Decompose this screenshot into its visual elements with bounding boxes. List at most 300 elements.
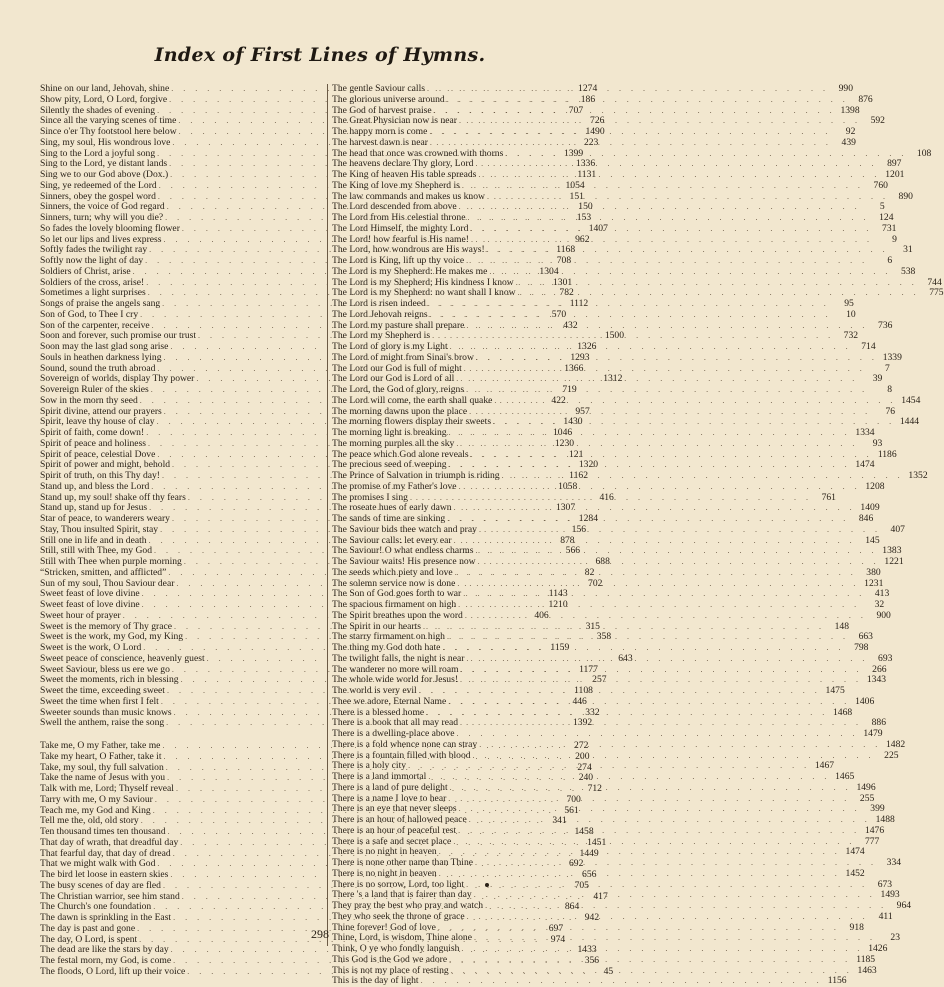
- hymn-number: 1343: [866, 674, 887, 686]
- hymn-number: 45: [603, 965, 614, 977]
- first-line-text: Soon may the last glad song arise: [40, 341, 169, 352]
- hymn-number: 1301: [553, 276, 573, 288]
- first-line-text: Sweet the time when first I felt: [40, 695, 159, 707]
- first-line-text: Son of the carpenter, receive: [40, 319, 150, 331]
- hymn-number: 561: [564, 804, 579, 816]
- first-line-text: There is a dwelling-place above: [332, 728, 455, 739]
- first-line-text: This is the day of light: [332, 975, 419, 987]
- leader-dots: [464, 880, 868, 891]
- leader-dots: [477, 525, 881, 536]
- first-line-text: Sweeter sounds than music knows: [40, 706, 172, 718]
- hymn-number: 1409: [860, 502, 880, 514]
- leader-dots: [458, 675, 862, 686]
- index-entry: [332, 953, 876, 966]
- first-line-text: Spirit, leave thy house of clay: [40, 416, 155, 428]
- hymn-number: 76: [885, 405, 896, 417]
- hymn-number: 1112: [569, 298, 589, 309]
- first-line-text: The wanderer no more will roam: [332, 663, 459, 675]
- hymn-number: 356: [584, 955, 600, 966]
- hymn-number: 775: [929, 287, 944, 299]
- hymn-number: 1284: [578, 513, 598, 524]
- hymn-number: 1304: [539, 265, 559, 277]
- first-line-text: There is a blessed home: [332, 706, 425, 718]
- first-line-text: Spirit of faith, come down!: [40, 427, 145, 438]
- hymn-number: 942: [584, 912, 600, 923]
- hymn-number: 886: [871, 717, 887, 729]
- first-line-text: Shine on our land, Jehovah, shine: [40, 83, 170, 94]
- hymn-number: 1131: [577, 169, 597, 180]
- hymn-number: 1307: [555, 502, 576, 514]
- first-line-text: Sweet is the work, my God, my King: [40, 631, 184, 643]
- first-line-text: Sing, ye redeemed of the Lord: [40, 179, 157, 191]
- hymn-number: 1054: [565, 179, 585, 191]
- first-line-text: The bird let loose in eastern skies: [40, 869, 169, 880]
- first-line-text: They who seek the throne of grace: [332, 910, 465, 922]
- hymn-number: 93: [872, 437, 883, 449]
- hymn-number: 406: [534, 609, 549, 621]
- first-line-text: This God is the God we adore: [332, 953, 448, 965]
- first-line-text: Star of peace, to wanderers weary: [40, 513, 170, 524]
- hymn-number: 1496: [856, 781, 876, 793]
- hymn-number: 150: [578, 201, 593, 213]
- hymn-number: 782: [559, 287, 574, 299]
- hymn-number: 732: [843, 330, 859, 342]
- first-line-text: Teach me, my God and King: [40, 804, 151, 816]
- hymn-number: 1406: [855, 695, 875, 707]
- first-line-text: Spirit of truth, on this Thy day!: [40, 470, 161, 481]
- hymn-number: 9: [892, 233, 897, 245]
- hymn-number: 1454: [901, 394, 921, 406]
- first-line-text: The Lord Himself, the mighty Lord: [332, 222, 469, 234]
- first-line-text: Sinners, obey the gospel word: [40, 190, 156, 202]
- leader-dots: [449, 966, 853, 977]
- first-line-text: Soldiers of the cross, arise!: [40, 276, 145, 288]
- hymn-number: 1451: [587, 836, 607, 848]
- hymn-number: 108: [916, 147, 932, 159]
- hymn-number: 145: [865, 534, 880, 546]
- hymn-number: 693: [878, 652, 893, 664]
- hymn-number: 744: [927, 276, 942, 288]
- leader-dots: [428, 310, 832, 321]
- first-line-text: This is not my place of resting: [332, 964, 449, 976]
- leader-dots: [516, 288, 920, 299]
- hymn-number: 1326: [577, 341, 597, 352]
- hymn-number: 1399: [563, 147, 584, 159]
- leader-dots: [446, 794, 850, 805]
- first-line-text: There is no night in heaven: [332, 867, 437, 879]
- hymn-number: 702: [588, 577, 603, 589]
- hymn-number: 315: [585, 620, 600, 632]
- first-line-text: There is none other name than Thine: [332, 857, 474, 868]
- hymn-number: 1366: [564, 362, 584, 374]
- first-line-text: They pray the best who pray and watch: [332, 900, 484, 911]
- first-line-text: Spirit of peace and holiness: [40, 437, 147, 449]
- first-line-text: The twilight falls, the night is near: [332, 652, 465, 664]
- first-line-text: Sinners, turn; why will you die?: [40, 212, 164, 223]
- hymn-number: 708: [556, 255, 572, 266]
- first-line-text: That day of wrath, that dreadful day: [40, 836, 179, 848]
- hymn-number: 714: [861, 341, 876, 352]
- hymn-number: 1430: [563, 416, 583, 428]
- first-line-text: Swell the anthem, raise the song: [40, 717, 165, 729]
- hymn-number: 1493: [880, 889, 900, 901]
- leader-dots: [459, 665, 863, 676]
- first-line-text: There is a fountain filled with blood: [332, 749, 471, 761]
- first-line-text: There is a land of pure delight: [332, 781, 448, 793]
- first-line-text: Soon and forever, such promise our trust: [40, 330, 197, 342]
- first-line-text: The day is past and gone: [40, 922, 136, 934]
- first-line-text: Think, O ye who fondly languish: [332, 943, 460, 954]
- first-line-text: Stand up, and bless the Lord: [40, 480, 150, 492]
- hymn-number: 990: [838, 83, 853, 94]
- first-line-text: The Lord will come, the earth shall quake: [332, 394, 493, 406]
- first-line-text: So let our lips and lives express: [40, 233, 162, 245]
- hymn-number: 1475: [825, 685, 845, 696]
- first-line-text: So fades the lovely blooming flower: [40, 222, 180, 234]
- hymn-number: 1488: [875, 814, 895, 825]
- hymn-number: 1468: [833, 706, 853, 718]
- hymn-number: 1467: [814, 760, 835, 772]
- first-line-text: There is no night in heaven: [332, 846, 437, 858]
- hymn-number: 5: [879, 201, 885, 213]
- hymn-number: 257: [592, 674, 607, 686]
- first-line-text: The floods, O Lord, lift up their voice: [40, 965, 186, 977]
- first-line-text: The Lord of might from Sinai's brow: [332, 351, 474, 363]
- hymn-number: 432: [563, 319, 578, 331]
- first-line-text: Sing to the Lord a joyful song: [40, 147, 156, 159]
- leader-dots: [432, 106, 836, 117]
- first-line-text: There 's a land that is fairer than day: [332, 889, 472, 901]
- first-line-text: The busy scenes of day are fled: [40, 879, 161, 891]
- hymn-number: 1185: [856, 953, 876, 965]
- hymn-number: 341: [552, 815, 567, 827]
- leader-dots: [452, 536, 856, 547]
- first-line-text: The promise of my Father's love: [332, 480, 457, 492]
- hymn-number: 422: [551, 394, 566, 406]
- index-entry: [332, 781, 876, 794]
- hymn-number: 1221: [884, 556, 904, 567]
- hymn-number: 656: [582, 869, 597, 880]
- index-entry: [332, 136, 856, 149]
- hymn-number: 964: [896, 900, 912, 911]
- index-entry: [332, 975, 847, 987]
- hymn-number: 82: [584, 566, 595, 578]
- first-line-text: Sing, my soul, His wondrous love: [40, 136, 171, 148]
- hymn-number: 697: [548, 922, 564, 934]
- leader-dots: [456, 826, 860, 837]
- first-line-text: The Son of God goes forth to war: [332, 588, 462, 600]
- hymn-number: 10: [846, 308, 856, 320]
- hymn-number: 23: [890, 932, 900, 944]
- first-line-text: The King of heaven His table spreads: [332, 169, 477, 180]
- first-line-text: Spirit divine, attend our prayers: [40, 405, 162, 417]
- first-line-text: The head that once was crowned with thorns: [332, 147, 504, 159]
- hymn-number: 864: [564, 901, 580, 913]
- first-line-text: There is a safe and secret place: [332, 835, 452, 847]
- hymn-number: 712: [587, 783, 602, 794]
- leader-dots: [448, 783, 852, 794]
- first-line-text: The roseate hues of early dawn: [332, 502, 452, 514]
- hymn-number: 957: [575, 405, 590, 417]
- hymn-number: 566: [565, 545, 581, 557]
- index-entry: [332, 566, 881, 579]
- hymn-number: 1336: [575, 158, 596, 170]
- hymn-number: 39: [872, 373, 883, 385]
- first-line-text: The Saviour waits! His presence now: [332, 556, 476, 567]
- first-line-text: Sovereign of worlds, display Thy power: [40, 373, 195, 385]
- hymn-number: 1449: [579, 847, 599, 859]
- leader-dots: [463, 611, 867, 622]
- hymn-number: 255: [859, 792, 875, 804]
- first-line-text: Thine, Lord, is wisdom, Thine alone: [332, 932, 472, 944]
- hymn-number: 1168: [556, 244, 576, 256]
- first-line-text: The glorious universe around: [332, 93, 445, 105]
- first-line-text: There is a land immortal: [332, 771, 427, 782]
- index-entry: [332, 824, 885, 837]
- leader-dots: [428, 138, 832, 149]
- leader-dots: [460, 181, 864, 192]
- first-line-text: The world is very evil: [332, 685, 417, 696]
- index-entry: [332, 867, 865, 880]
- leader-dots: [455, 729, 859, 740]
- leader-dots: [464, 654, 868, 665]
- first-line-text: The Lord, how wondrous are His ways!: [332, 244, 485, 256]
- leader-dots: [447, 955, 851, 966]
- index-entry: [332, 480, 885, 493]
- hymn-number: 7: [884, 362, 890, 374]
- first-line-text: Take my heart, O Father, take it: [40, 750, 162, 762]
- hymn-number: 876: [858, 93, 873, 105]
- hymn-number: 1320: [578, 459, 599, 471]
- first-line-text: Sweet is the work, O Lord: [40, 642, 142, 653]
- first-line-text: Spirit of power and might, behold: [40, 459, 171, 471]
- leader-dots: [455, 579, 859, 590]
- first-line-text: The King of love my Shepherd is: [332, 179, 460, 191]
- hymn-number: 156: [571, 523, 587, 535]
- leader-dots: [425, 84, 829, 95]
- hymn-number: 688: [595, 556, 610, 567]
- page-number: 298: [311, 927, 329, 941]
- hymn-number: 1293: [570, 351, 590, 363]
- first-line-text: There is an eye that never sleeps: [332, 803, 457, 815]
- first-line-text: Sweet the moments, rich in blessing: [40, 674, 179, 686]
- first-line-text: The day, O Lord, is spent: [40, 933, 138, 945]
- first-line-text: Sun of my soul, Thou Saviour dear: [40, 577, 175, 589]
- leader-dots: [437, 869, 841, 880]
- first-line-text: The morning purples all the sky: [332, 437, 455, 449]
- index-entry: [332, 308, 856, 321]
- first-line-text: There is a book that all may read: [332, 717, 459, 729]
- hymn-number: 1231: [864, 577, 884, 589]
- leader-dots: [445, 95, 849, 106]
- first-line-text: The Spirit in our hearts: [332, 620, 421, 632]
- leader-dots: [503, 149, 907, 160]
- leader-dots: [487, 267, 891, 278]
- first-line-text: The Lord my pasture shall prepare: [332, 319, 465, 331]
- hymn-number: 411: [878, 910, 893, 922]
- first-line-text: The thing my God doth hate: [332, 642, 441, 653]
- first-line-text: The Lord descended from above: [332, 201, 457, 213]
- first-line-text: Softly fades the twilight ray: [40, 244, 148, 256]
- first-line-text: The Lord our God is Lord of all: [332, 373, 455, 385]
- hymn-number: 974: [550, 933, 566, 945]
- hymn-number: 1159: [550, 642, 570, 653]
- leader-dots: [459, 944, 863, 955]
- hymn-number: 538: [900, 265, 916, 277]
- first-line-text: There is an hour of hallowed peace: [332, 814, 467, 825]
- hymn-number: 777: [864, 835, 880, 847]
- hymn-number: 1186: [877, 448, 897, 460]
- first-line-text: There is no sorrow, Lord, too light: [332, 878, 465, 890]
- hymn-number: 1474: [855, 459, 875, 471]
- leader-dots: [445, 514, 849, 525]
- hymn-number: 1433: [577, 944, 597, 956]
- hymn-number: 1201: [885, 169, 905, 180]
- hymn-number: 707: [568, 104, 584, 116]
- first-line-text: The God of harvest praise: [332, 104, 432, 116]
- first-line-text: The Prince of Salvation in triumph is riding: [332, 470, 500, 481]
- hymn-number: 570: [551, 308, 567, 320]
- first-line-text: The morning dawns upon the place: [332, 405, 468, 417]
- first-line-text: The sands of time are sinking: [332, 513, 446, 524]
- first-line-text: The Lord our God is full of might: [332, 362, 462, 374]
- hymn-number: 121: [568, 448, 584, 460]
- leader-dots: [417, 686, 821, 697]
- first-line-text: There is a name I love to hear: [332, 792, 447, 804]
- leader-dots: [485, 192, 889, 203]
- first-line-text: Sing to the Lord, ye distant lands: [40, 158, 168, 170]
- first-line-text: Spirit of peace, celestial Dove: [40, 448, 156, 460]
- hymn-number: 358: [596, 631, 612, 643]
- page-title: Index of First Lines of Hymns.: [154, 44, 486, 66]
- first-line-text: Sweet peace of conscience, heavenly guest: [40, 652, 205, 664]
- hymn-number: 1339: [882, 351, 902, 363]
- hymn-number: 1383: [882, 545, 902, 557]
- hymn-number: 1208: [865, 480, 885, 492]
- column-divider: [327, 84, 328, 946]
- first-line-text: The Spirit breathes upon the word: [332, 609, 463, 621]
- hymn-number: 31: [903, 244, 913, 256]
- leader-dots: [426, 299, 830, 310]
- first-line-text: The Saviour! O what endless charms: [332, 545, 474, 557]
- leader-dots: [464, 385, 868, 396]
- first-line-text: Tell me the, old, old story: [40, 815, 139, 827]
- leader-dots: [483, 901, 887, 912]
- hymn-number: 1058: [558, 480, 578, 492]
- first-line-text: Sound, sound the truth abroad: [40, 362, 156, 374]
- first-line-text: Take me, O my Father, take me: [40, 740, 161, 751]
- index-entry: [332, 351, 902, 364]
- ink-dot: [485, 883, 489, 887]
- leader-dots: [406, 761, 810, 772]
- leader-dots: [456, 600, 860, 611]
- first-line-text: Stand up, my soul! shake off thy fears: [40, 491, 186, 503]
- hymn-number: 673: [877, 878, 893, 890]
- first-line-text: The Lord of glory is my Light: [332, 341, 448, 352]
- leader-dots: [445, 632, 849, 643]
- leader-dots: [473, 858, 877, 869]
- index-entry: [332, 523, 905, 536]
- hymn-number: 726: [590, 115, 605, 127]
- first-line-text: Sweet hour of prayer: [40, 609, 121, 621]
- first-line-text: Sweet the time, exceeding sweet: [40, 685, 165, 696]
- hymn-number: 897: [887, 158, 902, 170]
- hymn-number: 918: [849, 921, 864, 933]
- leader-dots: [437, 847, 841, 858]
- leader-dots: [427, 127, 831, 138]
- leader-dots: [465, 912, 869, 923]
- first-line-text: The heavens declare Thy glory, Lord: [332, 158, 474, 170]
- first-line-text: Sometimes a light surprises: [40, 287, 146, 299]
- hymn-number: 798: [854, 642, 869, 653]
- first-line-text: The Saviour bids thee watch and pray: [332, 523, 477, 535]
- first-line-text: Songs of praise the angels sang: [40, 298, 161, 309]
- first-line-text: Still with Thee when purple morning: [40, 556, 182, 567]
- first-line-text: The Lord Jehovah reigns: [332, 308, 428, 320]
- first-line-text: The morning flowers display their sweets: [332, 416, 492, 428]
- hymn-number: 439: [841, 136, 856, 148]
- hymn-number: 1108: [574, 685, 593, 696]
- hymn-number: 643: [618, 652, 633, 664]
- first-line-text: The Lord my Shepherd is: [332, 330, 431, 342]
- hymn-number: 962: [575, 233, 590, 245]
- leader-dots: [457, 116, 861, 127]
- first-line-text: Stay, Thou insulted Spirit, stay: [40, 523, 159, 535]
- leader-dots: [447, 428, 851, 439]
- first-line-text: The starry firmament on high: [332, 631, 445, 643]
- hymn-number: 900: [876, 609, 891, 621]
- first-line-text: The spacious firmament on high: [332, 599, 457, 610]
- first-line-text: Sweet feast of love divine: [40, 588, 140, 600]
- first-line-text: Since o'er Thy footstool here below: [40, 126, 177, 137]
- hymn-number: 225: [884, 749, 899, 761]
- first-line-text: Son of God, to Thee I cry: [40, 308, 139, 320]
- leader-dots: [419, 976, 823, 987]
- first-line-text: Sweet feast of love divine: [40, 599, 140, 610]
- first-line-text: The precious seed of weeping: [332, 459, 447, 471]
- first-line-text: The harvest dawn is near: [332, 136, 428, 148]
- first-line-text: The Lord is King, lift up thy voice: [332, 255, 465, 266]
- first-line-text: The whole wide world for Jesus!: [332, 674, 459, 686]
- hymn-number: 151: [569, 190, 584, 202]
- hymn-number: 32: [874, 599, 885, 610]
- first-line-text: Talk with me, Lord; Thyself reveal: [40, 783, 174, 794]
- first-line-text: There is a fold whence none can stray: [332, 738, 478, 750]
- leader-dots: [491, 417, 895, 428]
- first-line-text: There is an hour of peaceful rest: [332, 824, 457, 836]
- leader-dots: [451, 837, 855, 848]
- hymn-number: 407: [890, 523, 905, 535]
- first-line-text: Sinners, the voice of God regard: [40, 201, 165, 213]
- index-entry: [332, 222, 897, 235]
- first-line-text: The Saviour calls: let every ear: [332, 534, 452, 546]
- hymn-number: 760: [873, 179, 888, 191]
- first-line-text: That we might walk with God: [40, 858, 156, 870]
- leader-dots: [448, 342, 852, 353]
- hymn-number: 446: [572, 695, 587, 707]
- hymn-number: 663: [858, 631, 873, 643]
- first-line-text: The Lord is risen indeed: [332, 298, 426, 309]
- hymn-number: 153: [576, 212, 592, 223]
- hymn-number: 1452: [845, 867, 865, 879]
- first-line-text: The Great Physician now is near: [332, 115, 457, 127]
- leader-dots: [447, 460, 851, 471]
- hymn-number: 761: [821, 491, 836, 503]
- leader-dots: [424, 708, 828, 719]
- hymn-number: 1312: [603, 373, 623, 385]
- hymn-number: 846: [858, 513, 874, 524]
- first-line-text: Take, my soul, thy full salvation: [40, 761, 164, 773]
